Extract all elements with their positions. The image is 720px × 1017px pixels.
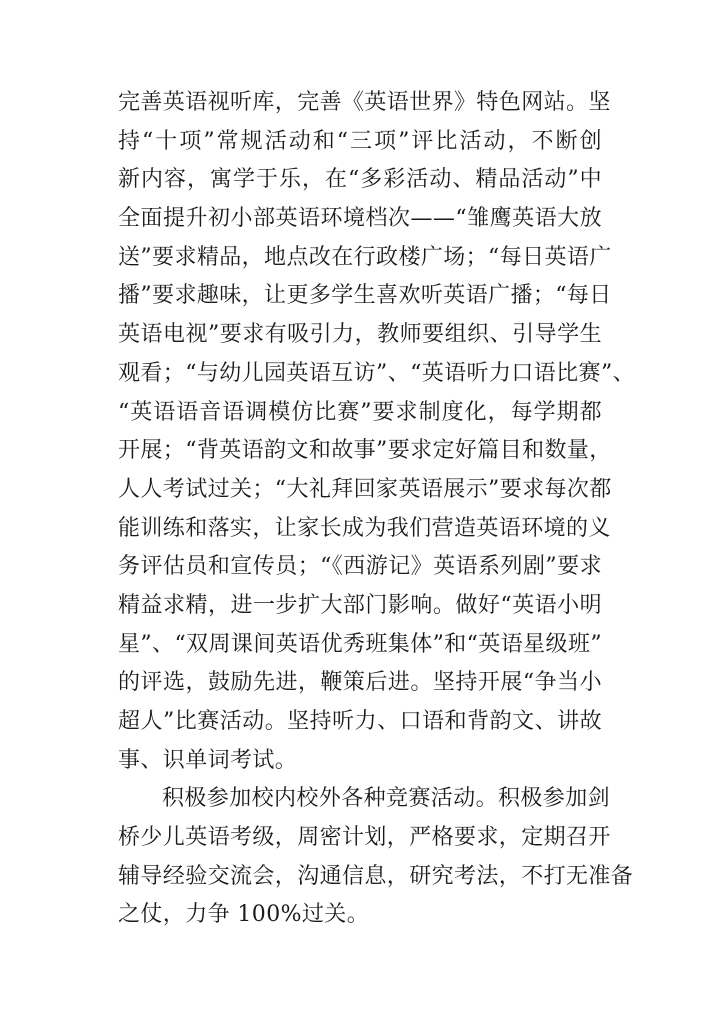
text-line: 英语电视”要求有吸引力，教师要组织、引导学生 xyxy=(118,322,602,348)
text-line: 事、识单词考试。 xyxy=(118,747,298,773)
text-line: “英语语音语调模仿比赛”要求制度化，每学期都 xyxy=(118,399,602,425)
text-line: 精益求精，进一步扩大部门影响。做好“英语小明 xyxy=(118,592,602,618)
text-line: 新内容，寓学于乐，在“多彩活动、精品活动”中 xyxy=(118,167,602,193)
text-line: 之仗，力争 100%过关。 xyxy=(118,902,370,928)
text-line: 的评选，鼓励先进，鞭策后进。坚持开展“争当小 xyxy=(118,670,602,696)
text-line: 全面提升初小部英语环境档次——“雏鹰英语大放 xyxy=(118,206,602,232)
text-line: 开展；“背英语韵文和故事”要求定好篇目和数量， xyxy=(118,438,612,464)
text-line: 持“十项”常规活动和“三项”评比活动，不断创 xyxy=(118,128,602,154)
text-line: 观看；“与幼儿园英语互访”、“英语听力口语比赛”、 xyxy=(118,360,635,386)
text-line: 务评估员和宣传员；“《西游记》英语系列剧”要求 xyxy=(118,554,602,580)
paragraph-1 xyxy=(118,84,635,780)
text-line: 完善英语视听库，完善《英语世界》特色网站。坚 xyxy=(118,90,611,115)
text-line: 超人”比赛活动。坚持听力、口语和背韵文、讲故 xyxy=(118,709,602,734)
paragraph-2 xyxy=(118,780,634,935)
text-line: 播”要求趣味，让更多学生喜欢听英语广播；“每日 xyxy=(118,283,612,309)
text-line: 能训练和落实，让家长成为我们营造英语环境的义 xyxy=(118,515,611,541)
document-page xyxy=(118,84,635,935)
text-line: 辅导经验交流会，沟通信息，研究考法，不打无准备 xyxy=(118,863,634,889)
text-line: 送”要求精品，地点改在行政楼广场；“每日英语广 xyxy=(118,244,612,270)
text-line: 桥少儿英语考级，周密计划，严格要求，定期召开 xyxy=(118,825,611,851)
text-line: 星”、“双周课间英语优秀班集体”和“英语星级班” xyxy=(118,631,602,657)
text-line: 人人考试过关；“大礼拜回家英语展示”要求每次都 xyxy=(118,476,612,502)
text-line: 积极参加校内校外各种竞赛活动。积极参加剑 xyxy=(162,786,611,812)
